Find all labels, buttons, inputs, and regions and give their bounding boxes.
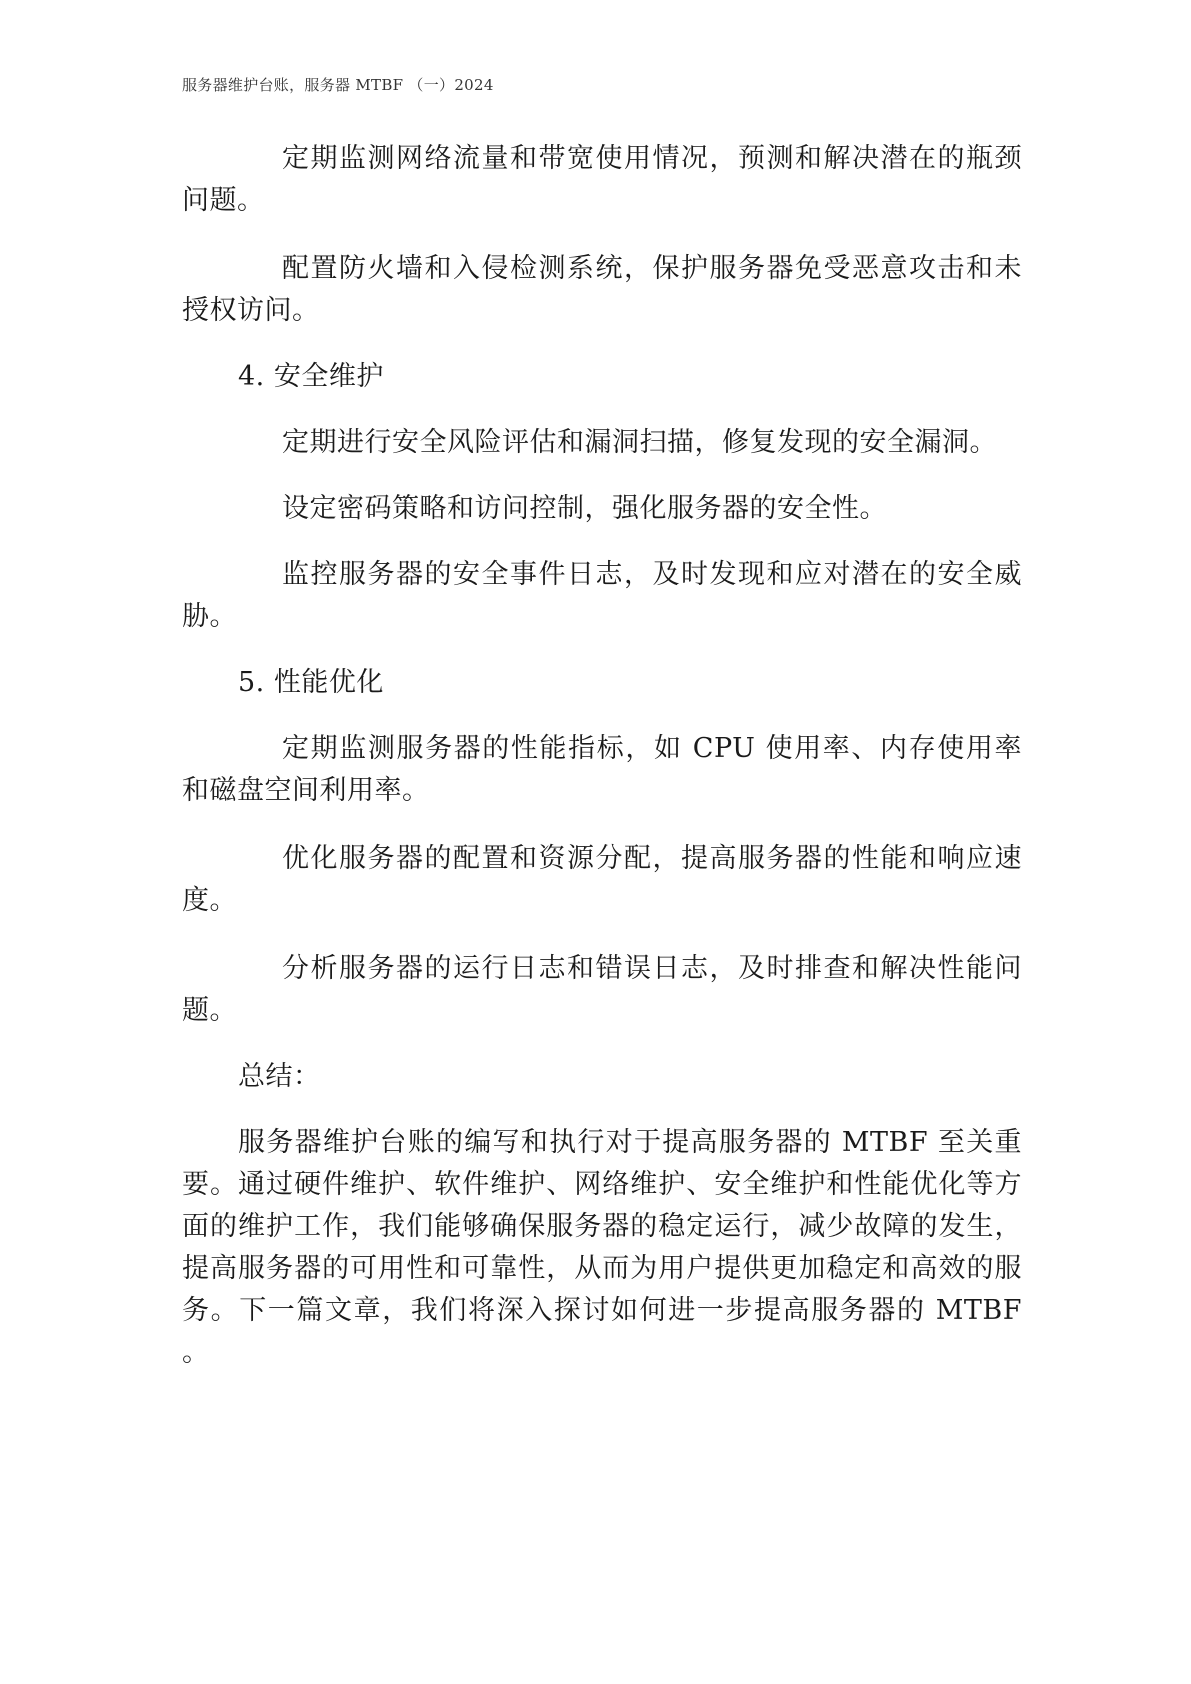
paragraph-resource-optimization: 优化服务器的配置和资源分配，提高服务器的性能和响应速度。: [182, 843, 1022, 916]
paragraph-log-analysis: 分析服务器的运行日志和错误日志，及时排查和解决性能问题。: [182, 953, 1022, 1026]
paragraph-summary: 服务器维护台账的编写和执行对于提高服务器的 MTBF 至关重要。通过硬件维护、软件维护、网络维护、安全维护和性能优化等方面的维护工作，我们能够确保服务器的稳定运行，减少故障的发生，提高服务器的可用性和可靠性，从而为用户提供更加稳定和高效的服务。下一篇文章，我们将深入探讨如何进一步提高服务器的 MTBF 。: [182, 1127, 1022, 1368]
paragraph-security-assessment: 定期进行安全风险评估和漏洞扫描，修复发现的安全漏洞。: [282, 427, 997, 458]
section-heading-performance: 5. 性能优化: [238, 667, 384, 698]
paragraph-performance-metrics: 定期监测服务器的性能指标，如 CPU 使用率、内存使用率和磁盘空间利用率。: [182, 733, 1022, 806]
document-body: [182, 138, 1022, 1374]
paragraph-security-log: 监控服务器的安全事件日志，及时发现和应对潜在的安全威胁。: [182, 559, 1022, 632]
paragraph-network-monitoring: 定期监测网络流量和带宽使用情况，预测和解决潜在的瓶颈问题。: [182, 143, 1022, 216]
running-header: 服务器维护台账，服务器 MTBF （一）2024: [182, 76, 494, 94]
paragraph-password-policy: 设定密码策略和访问控制，强化服务器的安全性。: [282, 493, 887, 524]
summary-heading: 总结：: [238, 1061, 321, 1092]
paragraph-firewall: 配置防火墙和入侵检测系统，保护服务器免受恶意攻击和未授权访问。: [182, 253, 1022, 326]
section-heading-security: 4. 安全维护: [238, 361, 384, 392]
